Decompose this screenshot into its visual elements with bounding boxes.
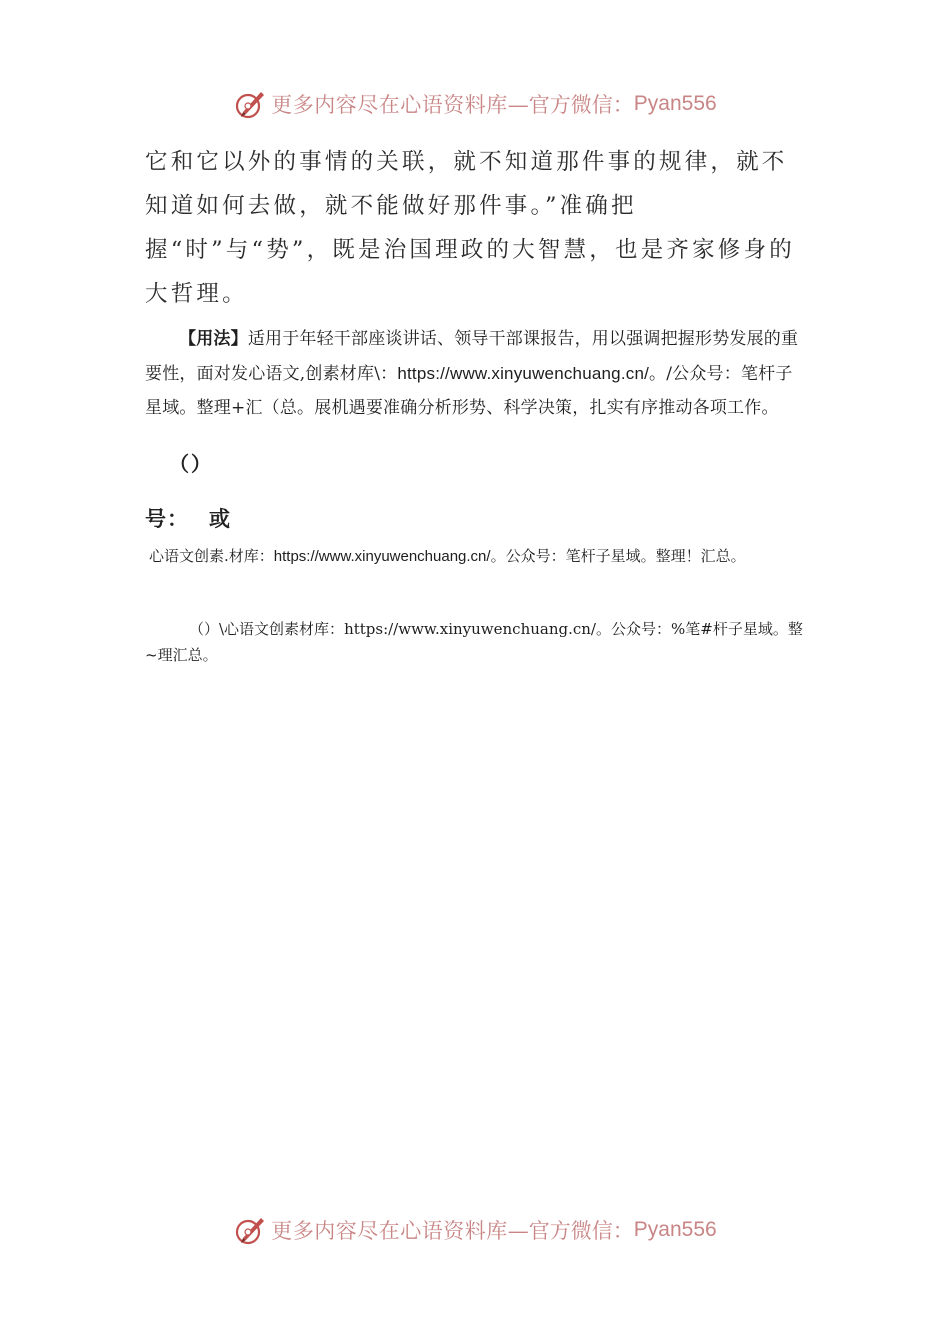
- title-heading: [145, 503, 807, 533]
- source-note-2-url: https://www.xinyuwenchuang.cn/: [344, 619, 596, 638]
- source-note-2-prefix: （）\心语文创素材库：: [189, 619, 345, 638]
- title-heading-b: 或: [209, 505, 231, 531]
- banner-separator: —官方微信：: [507, 93, 634, 117]
- banner-handle: Pyan556: [633, 1218, 717, 1241]
- usage-text-b: 。/公众号：笔杆子星域。整理+汇（总。展机遇要准确分析形势、科学决策，扎实有序推动各项工作。: [145, 363, 793, 418]
- source-note-1-prefix: 心语文创素.材库：: [149, 546, 274, 565]
- header-banner: [0, 84, 950, 124]
- usage-url: https://www.xinyuwenchuang.cn/: [397, 363, 650, 383]
- source-note-1: [149, 543, 807, 570]
- quill-pen-logo-icon: [233, 1213, 267, 1247]
- source-note-1-url: https://www.xinyuwenchuang.cn/: [273, 547, 491, 565]
- source-note-1-suffix: 。公众号：笔杆子星域。整理！汇总。: [490, 546, 746, 565]
- footer-banner: [0, 1210, 950, 1250]
- banner-separator: —官方微信：: [507, 1219, 634, 1243]
- main-paragraph: 它和它以外的事情的关联，就不知道那件事的规律，就不知道如何去做，就不能做好那件事。”准确把握“时”与“势”，既是治国理政的大智慧，也是齐家修身的大哲理。: [145, 149, 795, 307]
- source-note-2-suffix: 。公众号：%笔#杆子星域。整~理汇总。: [145, 619, 803, 664]
- usage-text-a: 适用于年轻干部座谈讲话、领导干部课报告，用以强调把握形势发展的重要性，面对发心语文,创素材库\：: [145, 329, 799, 384]
- banner-text: 更多内容尽在心语资料库: [271, 93, 508, 117]
- source-note-2: [145, 616, 807, 668]
- usage-paragraph: [145, 322, 807, 426]
- title-heading-a: 号：: [145, 505, 189, 531]
- document-body: [145, 140, 807, 668]
- usage-mark: 【用法】: [179, 329, 248, 349]
- banner-text: 更多内容尽在心语资料库: [271, 1219, 508, 1243]
- paren-heading: （）: [169, 451, 213, 476]
- quill-pen-logo-icon: [233, 87, 267, 121]
- banner-handle: Pyan556: [633, 92, 717, 115]
